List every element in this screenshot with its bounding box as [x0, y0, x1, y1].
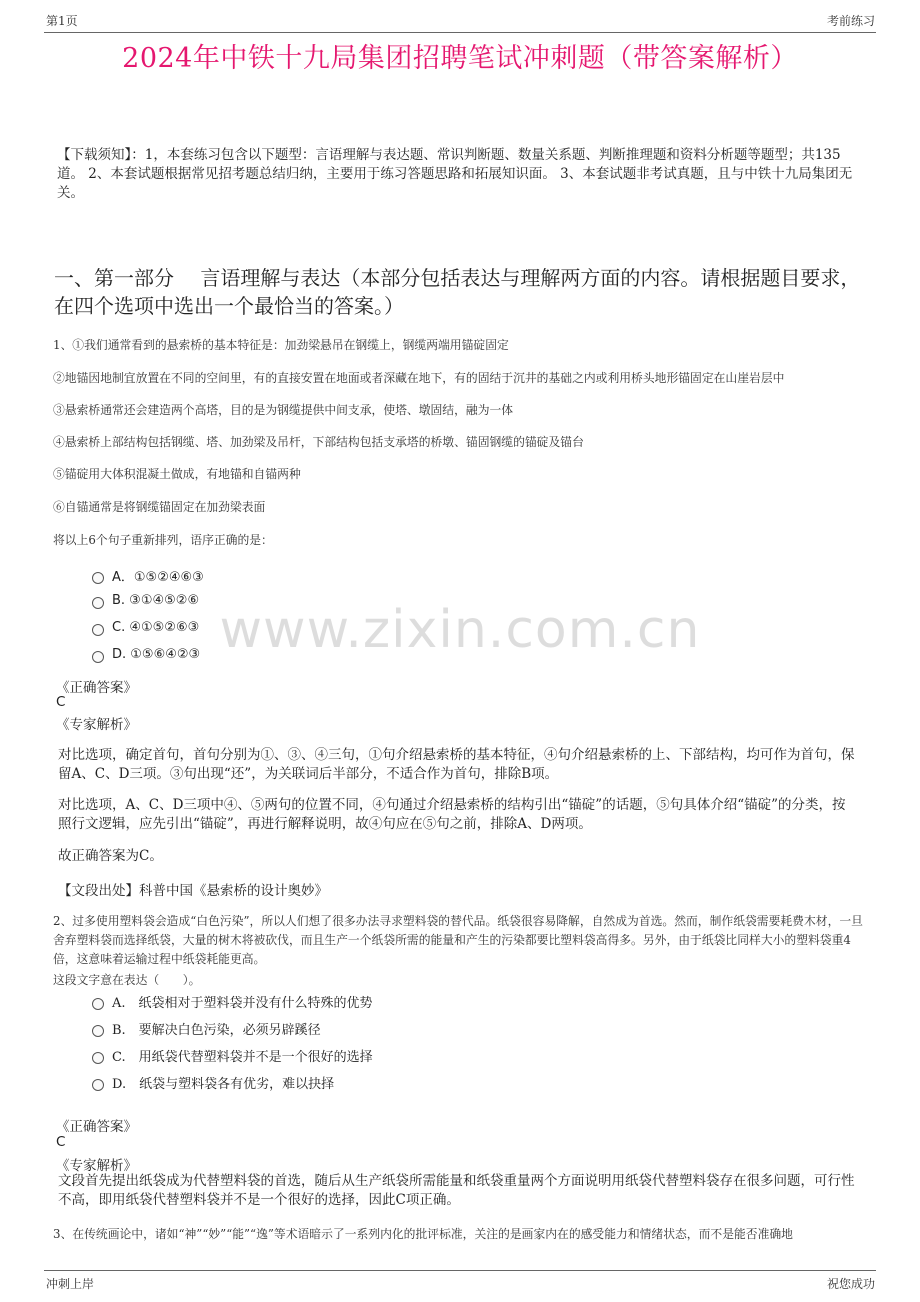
radio-icon[interactable]	[92, 1052, 104, 1064]
footer-right-label: 祝您成功	[826, 1277, 875, 1291]
q1-option-d[interactable]	[92, 647, 200, 662]
q1-source: 【文段出处】科普中国《悬索桥的设计奥妙》	[58, 883, 328, 899]
radio-icon[interactable]	[92, 597, 104, 609]
q1-option-c[interactable]	[92, 620, 199, 635]
q1-line: ④悬索桥上部结构包括钢缆、塔、加劲梁及吊杆，下部结构包括支承塔的桥墩、锚固钢缆的锚碇及锚台	[53, 435, 584, 449]
q1-line: ⑥自锚通常是将钢缆锚固定在加劲梁表面	[53, 500, 266, 514]
option-label: B. 要解决白色污染，必须另辟蹊径	[112, 1023, 321, 1038]
q1-analysis-label: 《专家解析》	[56, 717, 137, 733]
footer-rule	[44, 1270, 876, 1271]
q1-prompt: 将以上6个句子重新排列，语序正确的是：	[53, 533, 273, 547]
option-label: B. ③①④⑤②⑥	[112, 593, 200, 608]
radio-icon[interactable]	[92, 998, 104, 1010]
radio-icon[interactable]	[92, 1079, 104, 1091]
q1-line: 1、①我们通常看到的悬索桥的基本特征是：加劲梁悬吊在钢缆上，钢缆两端用锚碇固定	[53, 338, 509, 352]
option-label: D. 纸袋与塑料袋各有优劣，难以抉择	[112, 1077, 335, 1092]
q2-answer: C	[56, 1134, 66, 1150]
q1-line: ⑤锚碇用大体积混凝土做成，有地锚和自锚两种	[53, 467, 301, 481]
option-label: C. 用纸袋代替塑料袋并不是一个很好的选择	[112, 1050, 373, 1065]
q2-answer-label: 《正确答案》	[56, 1119, 137, 1135]
q2-option-c[interactable]	[92, 1046, 373, 1065]
option-label: D. ①⑤⑥④②③	[112, 647, 201, 662]
q1-option-a[interactable]	[92, 566, 204, 585]
q2-analysis-label: 《专家解析》	[56, 1158, 137, 1174]
section-heading: 一、第一部分 言语理解与表达（本部分包括表达与理解两方面的内容。请根据题目要求，在四个选项中选出一个最恰当的答案。）	[54, 266, 861, 318]
q2-option-b[interactable]	[92, 1019, 321, 1038]
q1-analysis-para: 故正确答案为C。	[58, 848, 163, 864]
q1-answer: C	[56, 694, 66, 710]
radio-icon[interactable]	[92, 1025, 104, 1037]
option-label: A．①⑤②④⑥③	[112, 570, 204, 585]
q3-line: 3、在传统画论中，诸如“神”“妙”“能”“逸”等术语暗示了一系列内化的批评标准，关注的是画家内在的感受能力和情绪状态，而不是能否准确地	[53, 1227, 793, 1241]
q1-option-b[interactable]	[92, 593, 199, 608]
header-rule	[44, 32, 876, 33]
q2-option-d[interactable]	[92, 1073, 334, 1092]
q1-line: ②地锚因地制宜放置在不同的空间里，有的直接安置在地面或者深藏在地下，有的固结于沉井的基础之内或利用桥头地形锚固定在山崖岩层中	[53, 371, 785, 385]
header-right-label: 考前练习	[826, 14, 875, 28]
q1-line: ③悬索桥通常还会建造两个高塔，目的是为钢缆提供中间支承，使塔、墩固结，融为一体	[53, 403, 514, 417]
download-notice: 【下载须知】：1，本套练习包含以下题型：言语理解与表达题、常识判断题、数量关系题、判断推理题和资料分析题等题型；共135道。 2、本套试题根据常见招考题总结归纳，主要用于练习答题思路和拓展知识面。 3、本套试题非考试真题，且与中铁十九局集团无关。	[57, 147, 853, 201]
q2-stem: 2、过多使用塑料袋会造成“白色污染”，所以人们想了很多办法寻求塑料袋的替代品。纸袋很容易降解，自然成为首选。然而，制作纸袋需要耗费木材，一旦舍弃塑料袋而选择纸袋，大量的树木将被砍伐，而且生产一个纸袋所需的能量和产生的污染都要比塑料袋高得多。另外，由于纸袋比同样大小的塑料袋重4倍，这意味着运输过程中纸袋耗能更高。	[53, 914, 863, 966]
q2-prompt: 这段文字意在表达（ ）。	[53, 973, 201, 987]
q2-analysis: 文段首先提出纸袋成为代替塑料袋的首选，随后从生产纸袋所需能量和纸袋重量两个方面说明用纸袋代替塑料袋存在很多问题，可行性不高，即用纸袋代替塑料袋并不是一个很好的选择，因此C项正确。	[58, 1173, 855, 1208]
watermark: www.zixin.com.cn	[219, 600, 701, 660]
q1-answer-label: 《正确答案》	[56, 680, 137, 696]
document-title: 2024年中铁十九局集团招聘笔试冲刺题（带答案解析）	[122, 43, 798, 74]
radio-icon[interactable]	[92, 624, 104, 636]
radio-icon[interactable]	[92, 572, 104, 584]
page-number: 第1页	[46, 14, 78, 28]
q1-analysis-para: 对比选项，确定首句，首句分别为①、③、④三句，①句介绍悬索桥的基本特征，④句介绍悬索桥的上、下部结构，均可作为首句，保留A、C、D三项。③句出现“还”，为关联词后半部分，不适合作为首句，排除B项。	[58, 747, 855, 782]
footer-left-label: 冲刺上岸	[46, 1277, 95, 1291]
option-label: A. 纸袋相对于塑料袋并没有什么特殊的优势	[112, 996, 373, 1011]
option-label: C. ④①⑤②⑥③	[112, 620, 200, 635]
radio-icon[interactable]	[92, 651, 104, 663]
q2-option-a[interactable]	[92, 992, 373, 1011]
q1-analysis-para: 对比选项，A、C、D三项中④、⑤两句的位置不同，④句通过介绍悬索桥的结构引出“锚碇”的话题，⑤句具体介绍“锚碇”的分类，按照行文逻辑，应先引出“锚碇”，再进行解释说明，故④句应在⑤句之前，排除A、D两项。	[58, 797, 846, 832]
